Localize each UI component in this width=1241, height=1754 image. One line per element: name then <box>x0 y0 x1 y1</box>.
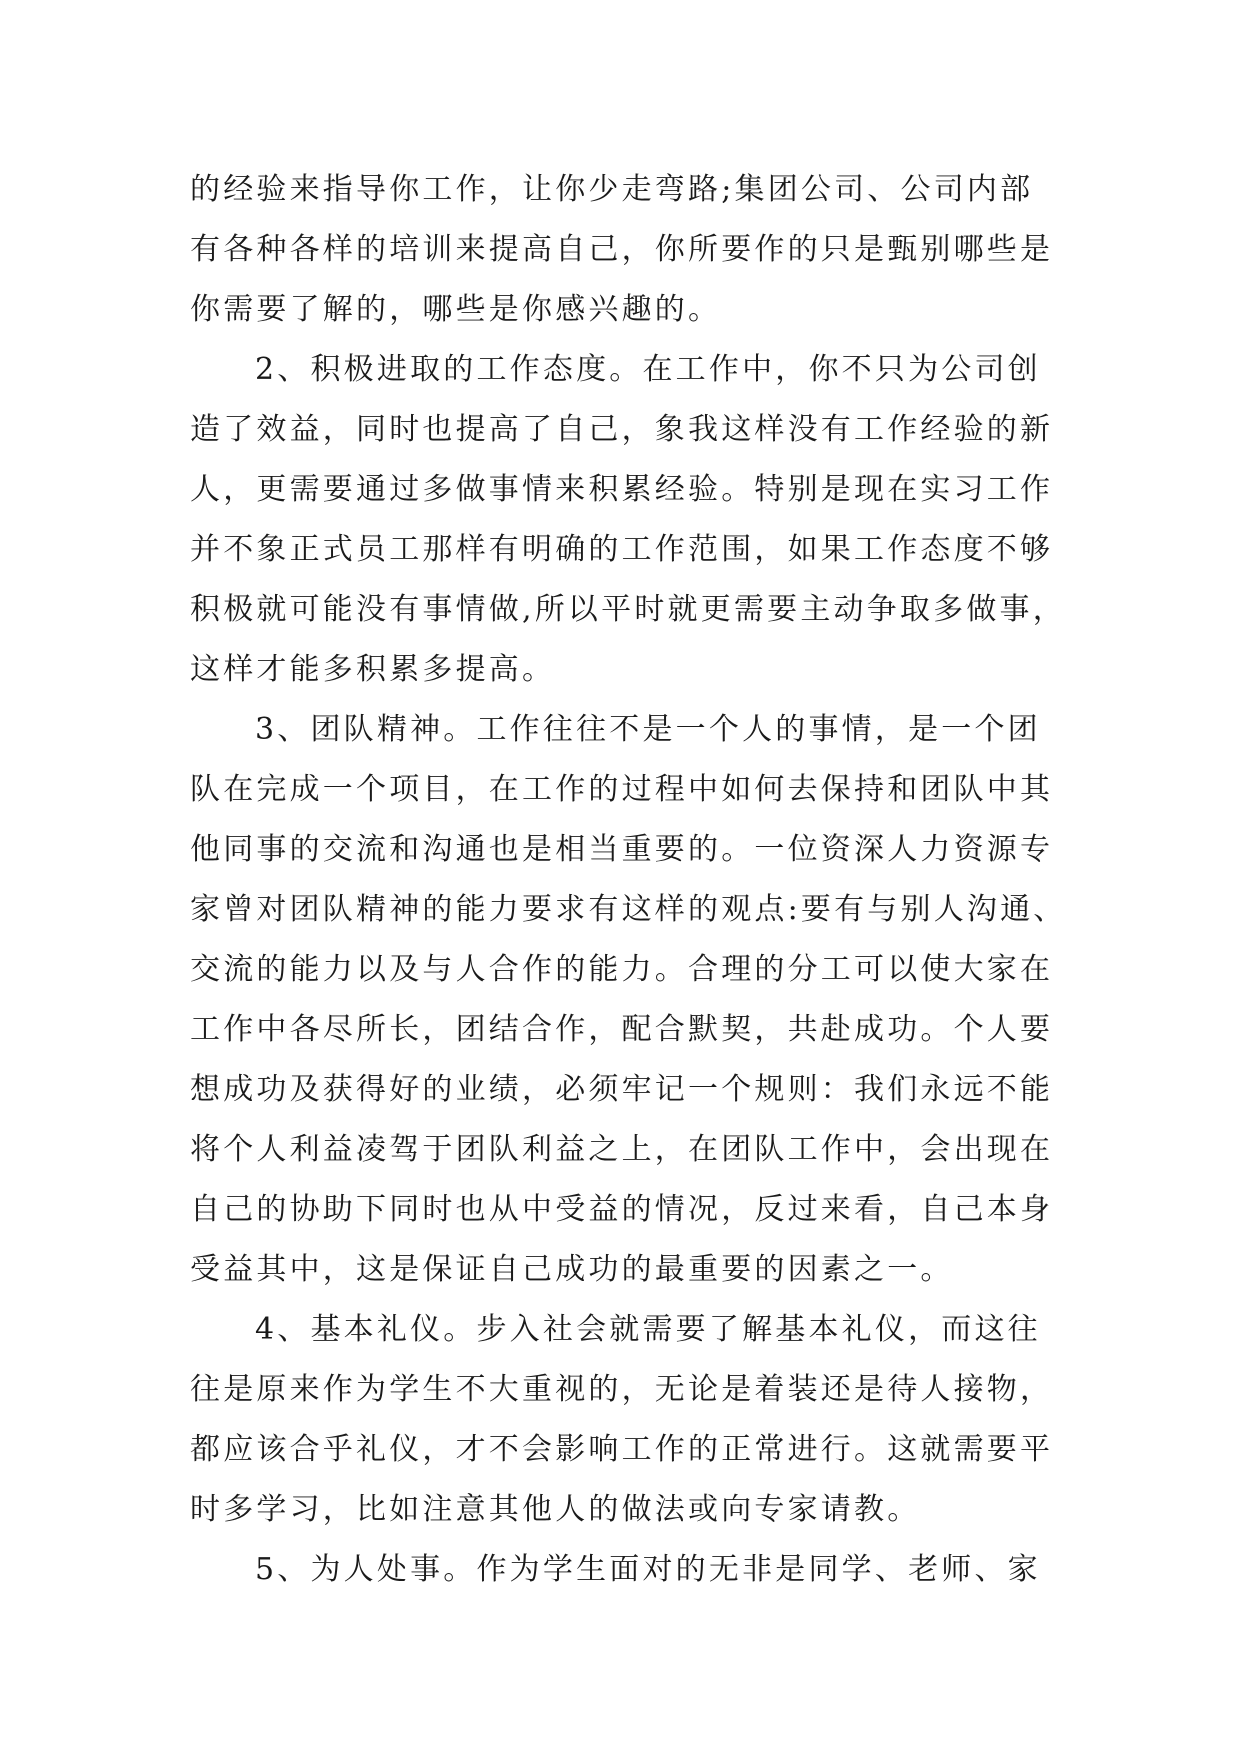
paragraph-start-line: 2、积极进取的工作态度。在工作中，你不只为公司创 <box>255 352 1041 387</box>
text-line: 的经验来指导你工作，让你少走弯路;集团公司、公司内部 <box>190 172 1034 207</box>
text-line: 家曾对团队精神的能力要求有这样的观点:要有与别人沟通、 <box>190 892 1067 927</box>
text-line: 人，更需要通过多做事情来积累经验。特别是现在实习工作 <box>190 472 1054 507</box>
text-line: 他同事的交流和沟通也是相当重要的。一位资深人力资源专 <box>190 832 1054 867</box>
text-line: 往是原来作为学生不大重视的，无论是着装还是待人接物， <box>190 1372 1054 1407</box>
text-line: 受益其中，这是保证自己成功的最重要的因素之一。 <box>190 1252 954 1287</box>
text-line: 时多学习，比如注意其他人的做法或向专家请教。 <box>190 1492 921 1527</box>
text-line: 想成功及获得好的业绩，必须牢记一个规则：我们永远不能 <box>190 1072 1054 1107</box>
paragraph-start-line: 4、基本礼仪。步入社会就需要了解基本礼仪，而这往 <box>255 1312 1041 1347</box>
text-line: 积极就可能没有事情做,所以平时就更需要主动争取多做事， <box>190 592 1066 627</box>
text-line: 你需要了解的，哪些是你感兴趣的。 <box>190 292 722 327</box>
text-line: 将个人利益凌驾于团队利益之上，在团队工作中，会出现在 <box>190 1132 1054 1167</box>
text-line: 工作中各尽所长，团结合作，配合默契，共赴成功。个人要 <box>190 1012 1054 1047</box>
text-line: 都应该合乎礼仪，才不会影响工作的正常进行。这就需要平 <box>190 1432 1054 1467</box>
body-text <box>190 160 1067 1600</box>
text-line: 交流的能力以及与人合作的能力。合理的分工可以使大家在 <box>190 952 1054 987</box>
text-line: 队在完成一个项目，在工作的过程中如何去保持和团队中其 <box>190 772 1054 807</box>
text-line: 这样才能多积累多提高。 <box>190 652 556 687</box>
text-line: 有各种各样的培训来提高自己，你所要作的只是甄别哪些是 <box>190 232 1054 267</box>
paragraph-start-line: 5、为人处事。作为学生面对的无非是同学、老师、家 <box>255 1552 1041 1587</box>
paragraph-start-line: 3、团队精神。工作往往不是一个人的事情，是一个团 <box>255 712 1041 747</box>
text-line: 自己的协助下同时也从中受益的情况，反过来看，自己本身 <box>190 1192 1054 1227</box>
text-line: 并不象正式员工那样有明确的工作范围，如果工作态度不够 <box>190 532 1054 567</box>
text-line: 造了效益，同时也提高了自己，象我这样没有工作经验的新 <box>190 412 1054 447</box>
